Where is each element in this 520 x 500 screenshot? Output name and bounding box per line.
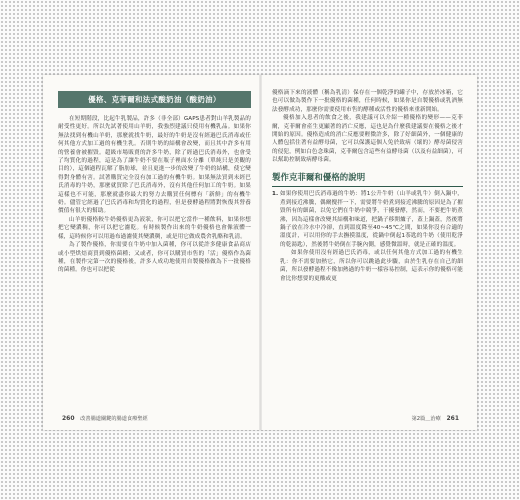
right-paragraph-1: 優格滴下來的液體（稱為乳清）保存在一個乾淨的罐子中，存放於冰箱，它也可以做為製作下一批優格的菌種，任何時候，如果你是自製優格或乳酒無法發酵成功，那麼你需要使用市售的酵種或活性的優格來重新開始。 bbox=[272, 90, 463, 113]
left-page-body bbox=[58, 115, 251, 275]
left-paragraph-1: 在短期階段，比起牛乳製品，許多（非全部）GAPS患者對山羊乳製品的耐受性更好。所以先試著使用山羊奶，我強烈建議只使用有機乳品。如果你無法找到有機山羊奶，那麼就找牛奶，最好的牛奶是沒有經過巴氏消毒或任何其他方式加工過的有機生乳。否則牛奶的結構會改變，而且其中許多有用的營養會被摧毀。超級市場販賣的許多牛奶，除了經過巴氏消毒外，也會受了均質化的過程，這是為了讓牛奶不要在瓶子裡面水分離（單純只是美觀的目的），這個過程瓦解了脂肪球，並且更進一步的改變了牛奶的結構，使它變得對身體有害。試著購買完全沒有加工過的有機牛奶。如果無法買到未經巴氏消毒的牛奶，那麼就買除了巴氏消毒外，沒有其他任何加工的牛奶。如果這樣也不可能，那麼就盡你最大的努力去購買任何標有「新鮮」的有機牛奶。儘管它經過了巴氏消毒和均質化的過程，但是發酵過程將對恢復其營養價值有很大的幫助。 bbox=[58, 116, 251, 215]
left-footer-title: 改善腸道關鍵的腸道食療聖經 bbox=[80, 416, 148, 422]
item-text: 如果你使用巴氏消毒過的牛奶：將1公升牛奶（山羊或乳牛）倒入鍋中，煮到接近沸騰，偶爾攪拌一下，需要將牛奶煮到接近沸騰的原因是為了摧毀所有的細菌，以免它們在牛奶中競爭，干擾發酵，然而，不要把牛奶煮沸，因為這樣會改變其結構和味道，把鍋子移開爐子，蓋上鍋蓋，然後將鍋子放在冷水中冷卻，直到溫度降至40~45℃之間，如果你沒有合適的溫度計，可以用你的手去撫摸溫度，從鍋中倒起1茶匙的牛奶（使用乾淨的乾湯匙），然後將牛奶倒在手腕內側，感覺微溫時，就是正確的溫度。 bbox=[280, 191, 463, 248]
right-paragraph-3: 如果你使用沒有經過巴氏消毒，或以任何其他方式加工過的有機生乳：你不需要加熱它，所以你可以跳過此步驟，由於生乳存在自己的細菌，所以發酵過程不像加熱過的牛奶一樣容易控制，這表示你的優格可能會比你想要的更酸或更 bbox=[280, 250, 463, 282]
right-footer-section: 第2篇＿治療 bbox=[411, 416, 441, 422]
left-page-footer bbox=[58, 415, 148, 423]
section-title: 製作克菲爾和優格的說明 bbox=[272, 171, 366, 182]
section-divider bbox=[272, 186, 463, 187]
section-banner: 優格、克菲爾和法式酸奶油（酸奶油） bbox=[58, 91, 251, 108]
right-page-footer bbox=[412, 415, 463, 423]
left-page-number: 260 bbox=[62, 415, 75, 422]
right-page-body bbox=[272, 89, 463, 283]
right-page-number: 261 bbox=[446, 415, 459, 422]
book-spread bbox=[43, 75, 477, 430]
left-paragraph-3: 為了製作優格，你需要在牛奶中加入菌種，你可以從許多健康食品商店或小型烘焙商買到優格菌種；又或者，你可以購買市售的「活」優格作為菌種，在製作完第一次的優格後，許多人成功地使用自製優格做為下一批優格的菌種。你也可以把從 bbox=[58, 242, 251, 274]
numbered-item bbox=[272, 190, 463, 249]
left-paragraph-2: 山羊奶優格較牛奶優格更為液狀，你可以把它當作一種飲料，如果你想把它變濃稠，你可以把它濾乾。有時候製作出來的牛奶優格也會像液體一樣，這時候你可以用過布過濾使其變濃稠，或是用它做成農舍乳酪和乳清。 bbox=[58, 216, 251, 240]
item-number: 1. bbox=[272, 191, 279, 198]
book-gutter bbox=[259, 75, 262, 430]
right-paragraph-2: 優格加入患者的飲食之後，我建議可以介紹一種優格的變形——克菲爾，克菲爾會產生更顯著的消亡反應，這也是為什麼我建議要在優格之後才開始的原因。優格造成的消亡反應要輕微許多，除了好細菌外，一個健康的人體包括住著有益酵母菌，它可以保護這個人免於致病（壞的）酵母菌侵害的侵犯，例如白色念珠菌，克菲爾包含這些有益酵母菌（以及有益細菌），可以幫助控制致病酵母菌。 bbox=[272, 115, 463, 164]
